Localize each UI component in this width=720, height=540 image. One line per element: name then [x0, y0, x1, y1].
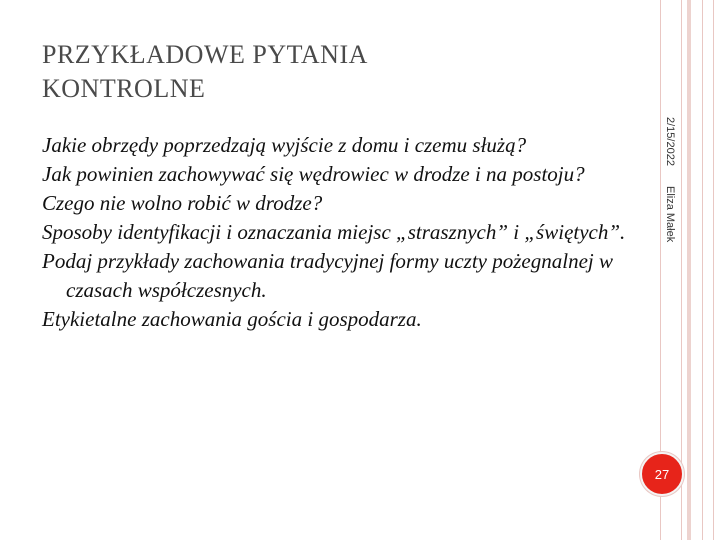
decorative-rule — [681, 0, 682, 540]
side-author: Eliza Małek — [664, 186, 676, 243]
question-item: Jak powinien zachowywać się wędrowiec w drodze i na postoju? — [42, 162, 585, 186]
question-item: Podaj przykłady zachowania tradycyjnej formy uczty pożegnalnej w czasach współczesnych. — [42, 249, 613, 302]
question-list — [42, 131, 632, 334]
question-item: Jakie obrzędy poprzedzają wyjście z domu i czemu służą? — [42, 133, 527, 157]
slide-title — [42, 38, 602, 106]
side-date: 2/15/2022 — [664, 117, 676, 166]
question-item: Etykietalne zachowania gościa i gospodarza. — [42, 307, 422, 331]
question-item: Czego nie wolno robić w drodze? — [42, 191, 323, 215]
decorative-rule — [713, 0, 714, 540]
slide-title-line: PRZYKŁADOWE PYTANIA — [42, 40, 368, 69]
decorative-rule — [702, 0, 703, 540]
slide-title-line: KONTROLNE — [42, 74, 206, 103]
question-item: Sposoby identyfikacji i oznaczania miejsc „strasznych” i „świętych”. — [42, 220, 626, 244]
decorative-rule — [687, 0, 691, 540]
page-number-badge: 27 — [640, 452, 684, 496]
